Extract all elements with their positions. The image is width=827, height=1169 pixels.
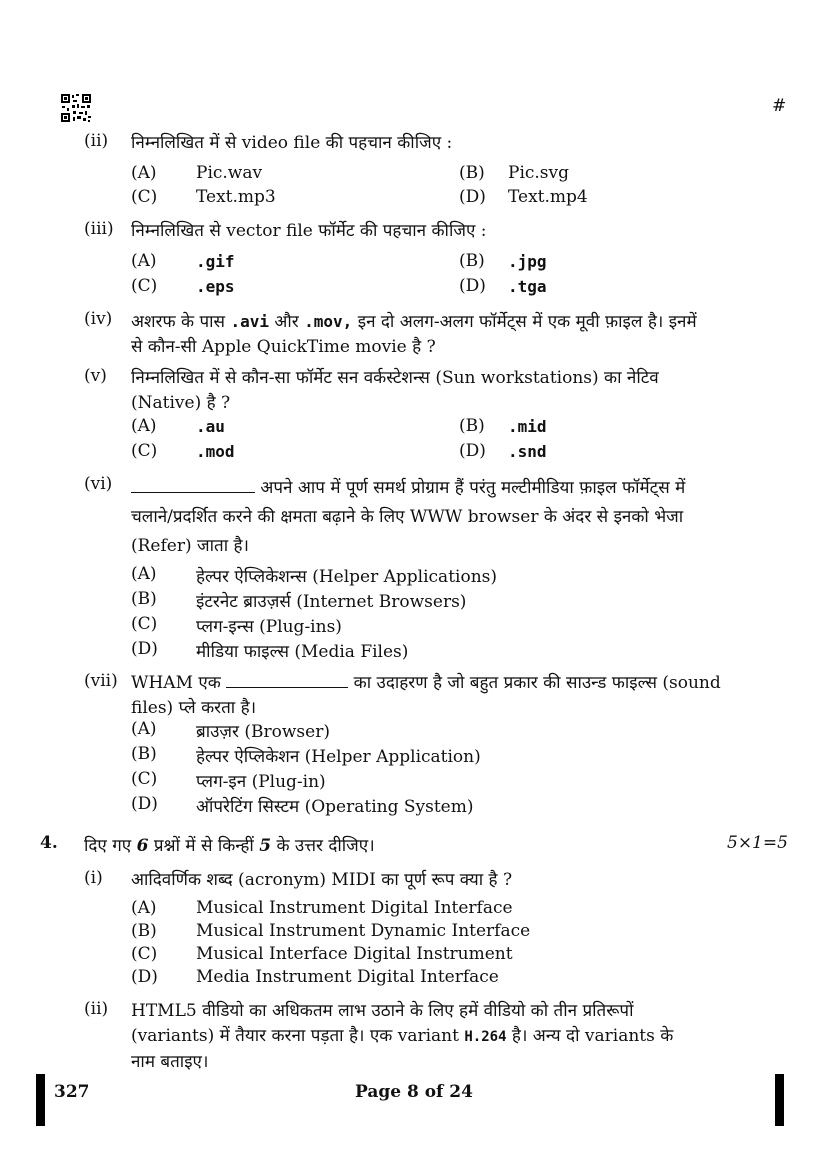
question-number: (vii) <box>84 671 118 691</box>
question-number: 4. <box>40 833 58 853</box>
option-label: (B) <box>459 416 485 436</box>
question-text: अशरफ के पास .avi और .mov, इन दो अलग-अलग फॉर्मेट्स में एक मूवी फ़ाइल है। इनमें से कौन-सी Apple QuickTime movie है ? <box>131 312 697 357</box>
option-code: .au <box>196 417 225 436</box>
option-label: (B) <box>131 921 157 941</box>
fill-in-blank <box>131 476 255 493</box>
inline-code: .mov, <box>304 312 353 331</box>
question-text: WHAM एक का उदाहरण है जो बहुत प्रकार की साउन्ड फाइल्स (sound files) प्ले करता है। <box>131 673 721 718</box>
option-label: (D) <box>131 967 158 987</box>
option-label: (A) <box>131 163 157 183</box>
fill-in-blank <box>226 671 348 688</box>
question-number: (vi) <box>84 474 113 494</box>
option-label: (D) <box>459 187 486 207</box>
option-text: हेल्पर ऐप्लिकेशन्स (Helper Applications) <box>196 567 497 587</box>
option-label: (D) <box>459 276 486 296</box>
option-text: Musical Instrument Dynamic Interface <box>196 921 531 941</box>
option-label: (B) <box>459 251 485 271</box>
marks-allocation: 5×1=5 <box>727 833 788 853</box>
option-text: प्लग-इन (Plug-in) <box>196 772 326 792</box>
option-code: .mod <box>196 442 235 461</box>
option-code: .gif <box>196 252 235 271</box>
option-label: (A) <box>131 564 157 584</box>
option-text: हेल्पर ऐप्लिकेशन (Helper Application) <box>196 747 481 767</box>
option-text: Musical Instrument Digital Interface <box>196 898 513 918</box>
option-text: मीडिया फाइल्स (Media Files) <box>196 642 409 662</box>
option-label: (B) <box>131 744 157 764</box>
page-edge-bar-left <box>36 1074 45 1126</box>
option-label: (A) <box>131 898 157 918</box>
page-hash-mark: # <box>772 96 787 116</box>
option-label: (A) <box>131 719 157 739</box>
option-label: (D) <box>459 441 486 461</box>
option-label: (B) <box>131 589 157 609</box>
option-label: (C) <box>131 614 158 634</box>
question-number: (ii) <box>84 999 109 1019</box>
option-label: (C) <box>131 441 158 461</box>
option-code: .mid <box>508 417 547 436</box>
option-code: .tga <box>508 277 547 296</box>
option-label: (B) <box>459 163 485 183</box>
question-number: (iii) <box>84 219 114 239</box>
option-text: Text.mp3 <box>196 187 276 207</box>
section-instruction: दिए गए 6 प्रश्नों में से किन्हीं 5 के उत्तर दीजिए। <box>84 836 375 856</box>
option-label: (C) <box>131 276 158 296</box>
option-text: इंटरनेट ब्राउज़र्स (Internet Browsers) <box>196 592 467 612</box>
qr-code-icon <box>61 94 91 122</box>
inline-code: .avi <box>230 312 269 331</box>
option-text: प्लग-इन्स (Plug-ins) <box>196 617 342 637</box>
option-text: Text.mp4 <box>508 187 588 207</box>
option-text: ब्राउज़र (Browser) <box>196 722 330 742</box>
option-label: (D) <box>131 794 158 814</box>
option-label: (C) <box>131 944 158 964</box>
question-text: निम्नलिखित से vector file फॉर्मेट की पहचान कीजिए : <box>131 221 487 241</box>
question-number: (iv) <box>84 309 113 329</box>
question-text: निम्नलिखित में से video file की पहचान कीजिए : <box>131 133 453 153</box>
option-text: Musical Interface Digital Instrument <box>196 944 513 964</box>
paper-code: 327 <box>54 1082 90 1102</box>
question-number: (i) <box>84 868 103 888</box>
question-number: (v) <box>84 366 107 386</box>
option-label: (A) <box>131 416 157 436</box>
question-text: आदिवर्णिक शब्द (acronym) MIDI का पूर्ण रूप क्या है ? <box>131 870 513 890</box>
option-text: Media Instrument Digital Interface <box>196 967 499 987</box>
option-code: .eps <box>196 277 235 296</box>
question-number: (ii) <box>84 131 109 151</box>
option-label: (C) <box>131 187 158 207</box>
question-text: HTML5 वीडियो का अधिकतम लाभ उठाने के लिए हमें वीडियो को तीन प्रतिरूपों (variants) में तैयार करना पड़ता है। एक variant H.264 है। अन्य दो variants के नाम बताइए। <box>131 1001 674 1072</box>
option-label: (A) <box>131 251 157 271</box>
option-code: .jpg <box>508 252 547 271</box>
question-text: निम्नलिखित में से कौन-सा फॉर्मेट सन वर्कस्टेशन्स (Sun workstations) का नेटिव (Native) है ? <box>131 368 659 413</box>
option-text: ऑपरेटिंग सिस्टम (Operating System) <box>196 797 474 817</box>
page-number: Page 8 of 24 <box>355 1082 473 1102</box>
option-label: (D) <box>131 639 158 659</box>
question-text: अपने आप में पूर्ण समर्थ प्रोग्राम हैं परंतु मल्टीमीडिया फ़ाइल फॉर्मेट्स में चलाने/प्रदर्शित करने की क्षमता बढ़ाने के लिए WWW browser के अंदर से इनको भेजा (Refer) जाता है। <box>131 478 686 556</box>
option-code: .snd <box>508 442 547 461</box>
page-edge-bar-right <box>775 1074 784 1126</box>
inline-code: H.264 <box>464 1029 507 1045</box>
option-label: (C) <box>131 769 158 789</box>
option-text: Pic.wav <box>196 163 263 183</box>
option-text: Pic.svg <box>508 163 570 183</box>
